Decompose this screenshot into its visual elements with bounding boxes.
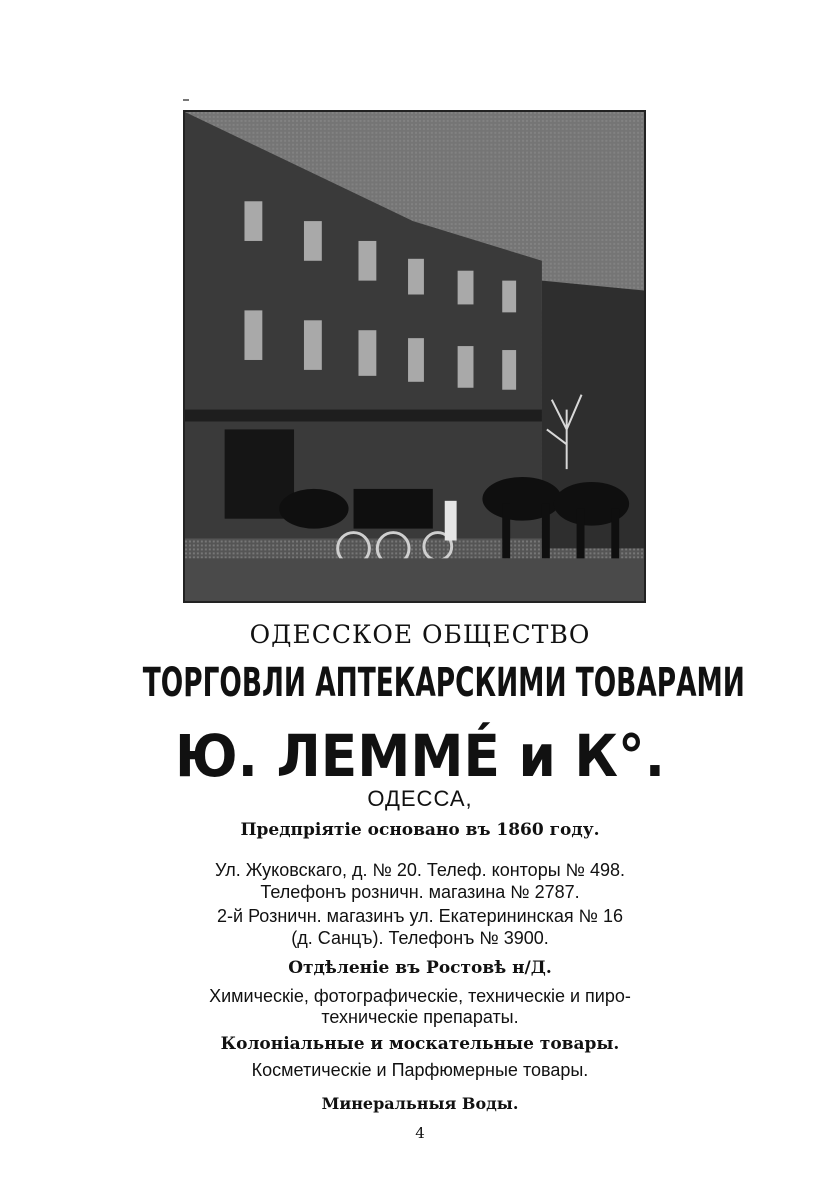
storefront-photo-icon xyxy=(183,110,646,603)
trade-heading: ТОРГОВЛИ АПТЕКАРСКИМИ ТОВАРАМИ xyxy=(142,660,745,706)
address-line-1: Ул. Жуковскаго, д. № 20. Телеф. конторы № 498. xyxy=(214,860,625,880)
address-line-3: 2-й Розничн. магазинъ ул. Екатерининская № 16 xyxy=(217,906,623,926)
founded-line: Предпріятіе основано въ 1860 году. xyxy=(240,820,600,840)
chemicals-line-1: Химическіе, фотографическіе, техническіе и пиро- xyxy=(209,986,631,1006)
colonial-goods: Колоніальные и москательные товары. xyxy=(220,1034,620,1054)
society-heading: ОДЕССКОЕ ОБЩЕСТВО xyxy=(249,620,591,649)
address-line-4: (д. Санцъ). Телефонъ № 3900. xyxy=(291,928,549,948)
branch-line: Отдѣленіе въ Ростовѣ н/Д. xyxy=(288,958,552,978)
firm-name: Ю. ЛЕММÉ и К°. xyxy=(174,722,666,790)
scan-mark xyxy=(183,99,189,101)
chemicals-line-2: техническіе препараты. xyxy=(321,1007,519,1027)
address-line-2: Телефонъ розничн. магазина № 2787. xyxy=(260,882,580,902)
city: ОДЕССА, xyxy=(367,786,473,811)
page-number: 4 xyxy=(415,1124,425,1142)
mineral-waters: Минеральныя Воды. xyxy=(321,1094,519,1113)
cosmetics-goods: Косметическіе и Парфюмерные товары. xyxy=(251,1060,589,1080)
